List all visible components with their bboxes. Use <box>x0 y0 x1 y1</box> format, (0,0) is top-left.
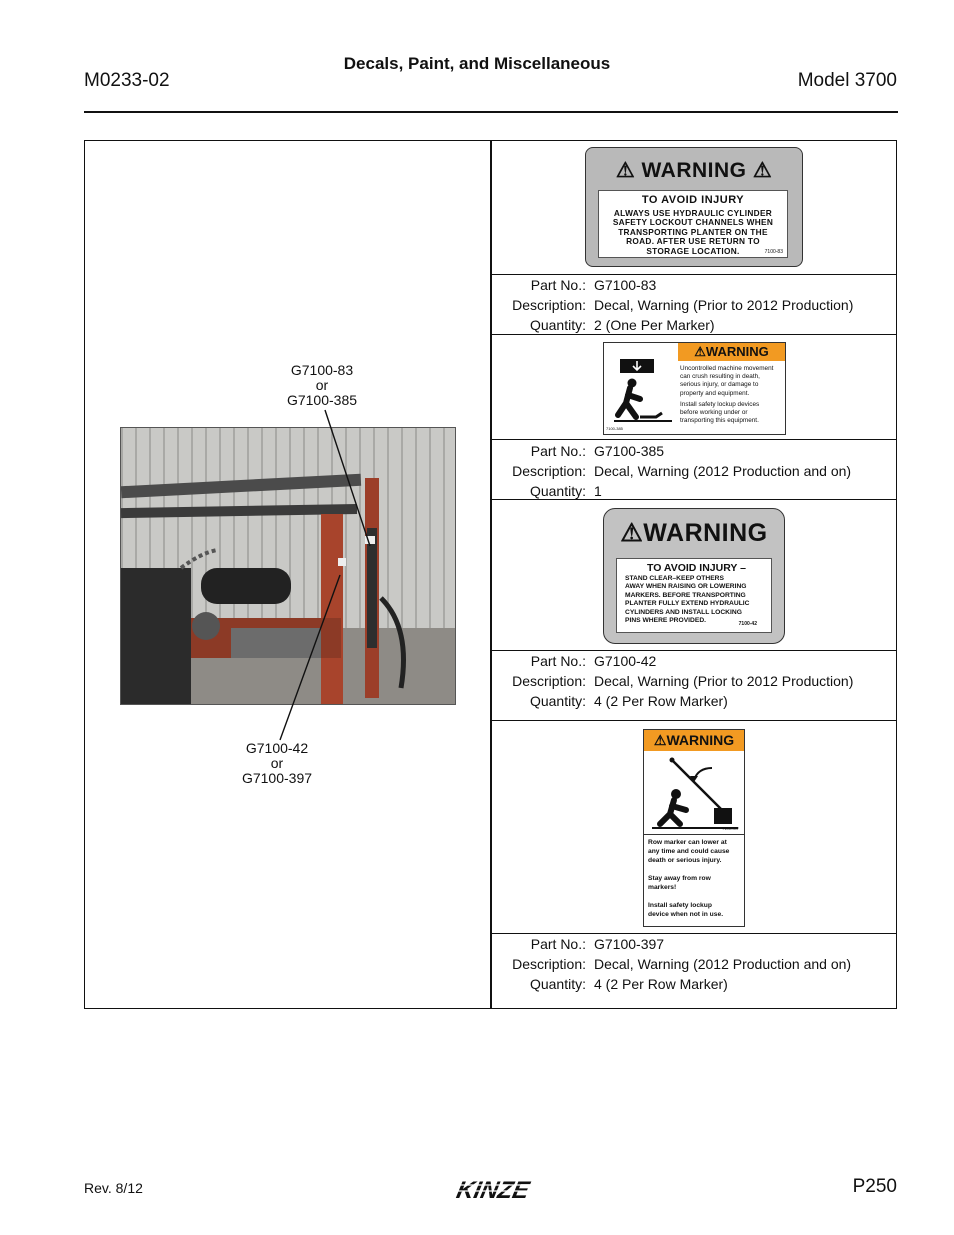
page-number: P250 <box>852 1176 897 1197</box>
revision-label: Rev. 8/12 <box>84 1180 143 1196</box>
part-info-g7100-397: Part No.: G7100-397 Description: Decal, Warning (2012 Production and on) Quantity: 4 (2 Per Row Marker) <box>512 936 852 992</box>
callout-bottom: G7100-42 or G7100-397 <box>241 740 313 786</box>
warning-triangle-icon: ⚠ <box>752 159 773 182</box>
part-number: G7100-42 <box>594 653 657 669</box>
decal-text: Row marker can lower at any time and could cause death or serious injury. Stay away from row markers! Install safety lockup device when not in use. <box>644 834 744 928</box>
decal-code: 7100-42 <box>738 621 757 627</box>
document-id: M0233-02 <box>84 70 170 91</box>
svg-text:KINZE: KINZE <box>454 1177 532 1204</box>
part-quantity: 4 (2 Per Row Marker) <box>594 976 728 992</box>
decal-code: 7100-397 <box>722 826 739 831</box>
kinze-logo <box>432 1176 552 1206</box>
part-quantity: 1 <box>594 483 602 499</box>
part-number: G7100-385 <box>594 443 665 459</box>
decal-heading: ⚠WARNING <box>678 343 785 361</box>
part-description: Decal, Warning (Prior to 2012 Production) <box>594 297 854 313</box>
callout-top: G7100-83 or G7100-385 <box>286 362 358 408</box>
decal-code: 7100-83 <box>764 249 783 255</box>
decal-code: 7100-385 <box>606 426 623 431</box>
part-number: G7100-83 <box>594 277 657 293</box>
part-quantity: 4 (2 Per Row Marker) <box>594 693 728 709</box>
decal-subhead: TO AVOID INJURY <box>641 194 745 206</box>
warning-triangle-icon: ⚠ <box>620 519 644 547</box>
part-description: Decal, Warning (2012 Production and on) <box>594 463 852 479</box>
warning-triangle-icon: ⚠ <box>694 344 706 359</box>
part-description: Decal, Warning (2012 Production and on) <box>594 956 852 972</box>
decal-text: Uncontrolled machine movement can crush resulting in death, serious injury, or damage to property and equipment. Install safety lockup devices before working under or transporting this equipment. <box>680 365 774 425</box>
decal-text: STAND CLEAR–KEEP OTHERS AWAY WHEN RAISING OR LOWERING MARKERS. BEFORE TRANSPORTING PLANTER FULLY EXTEND HYDRAULIC CYLINDERS AND INSTALL LOCKING PINS WHERE PROVIDED. <box>625 575 750 625</box>
model-label: Model 3700 <box>797 70 897 91</box>
part-number: G7100-397 <box>594 936 665 952</box>
warning-triangle-icon: ⚠ <box>615 159 636 182</box>
warning-triangle-icon: ⚠ <box>653 732 667 748</box>
decal-heading: ⚠ WARNING ⚠ <box>615 159 773 182</box>
decal-subhead: TO AVOID INJURY – <box>647 562 746 574</box>
decal-heading: ⚠WARNING <box>644 730 744 751</box>
part-info-g7100-42: Part No.: G7100-42 Description: Decal, Warning (Prior to 2012 Production) Quantity: 4 (2 Per Row Marker) <box>512 653 854 709</box>
decal-text: ALWAYS USE HYDRAULIC CYLINDER SAFETY LOCKOUT CHANNELS WHEN TRANSPORTING PLANTER ON THE ROAD. AFTER USE RETURN TO STORAGE LOCATION. <box>612 208 774 256</box>
part-info-g7100-83: Part No.: G7100-83 Description: Decal, Warning (Prior to 2012 Production) Quantity: 2 (One Per Marker) <box>512 277 854 333</box>
part-info-g7100-385: Part No.: G7100-385 Description: Decal, Warning (2012 Production and on) Quantity: 1 <box>512 443 852 499</box>
part-quantity: 2 (One Per Marker) <box>594 317 715 333</box>
page-title: Decals, Paint, and Miscellaneous <box>343 54 611 73</box>
decal-heading: ⚠WARNING <box>620 519 768 547</box>
part-description: Decal, Warning (Prior to 2012 Production) <box>594 673 854 689</box>
